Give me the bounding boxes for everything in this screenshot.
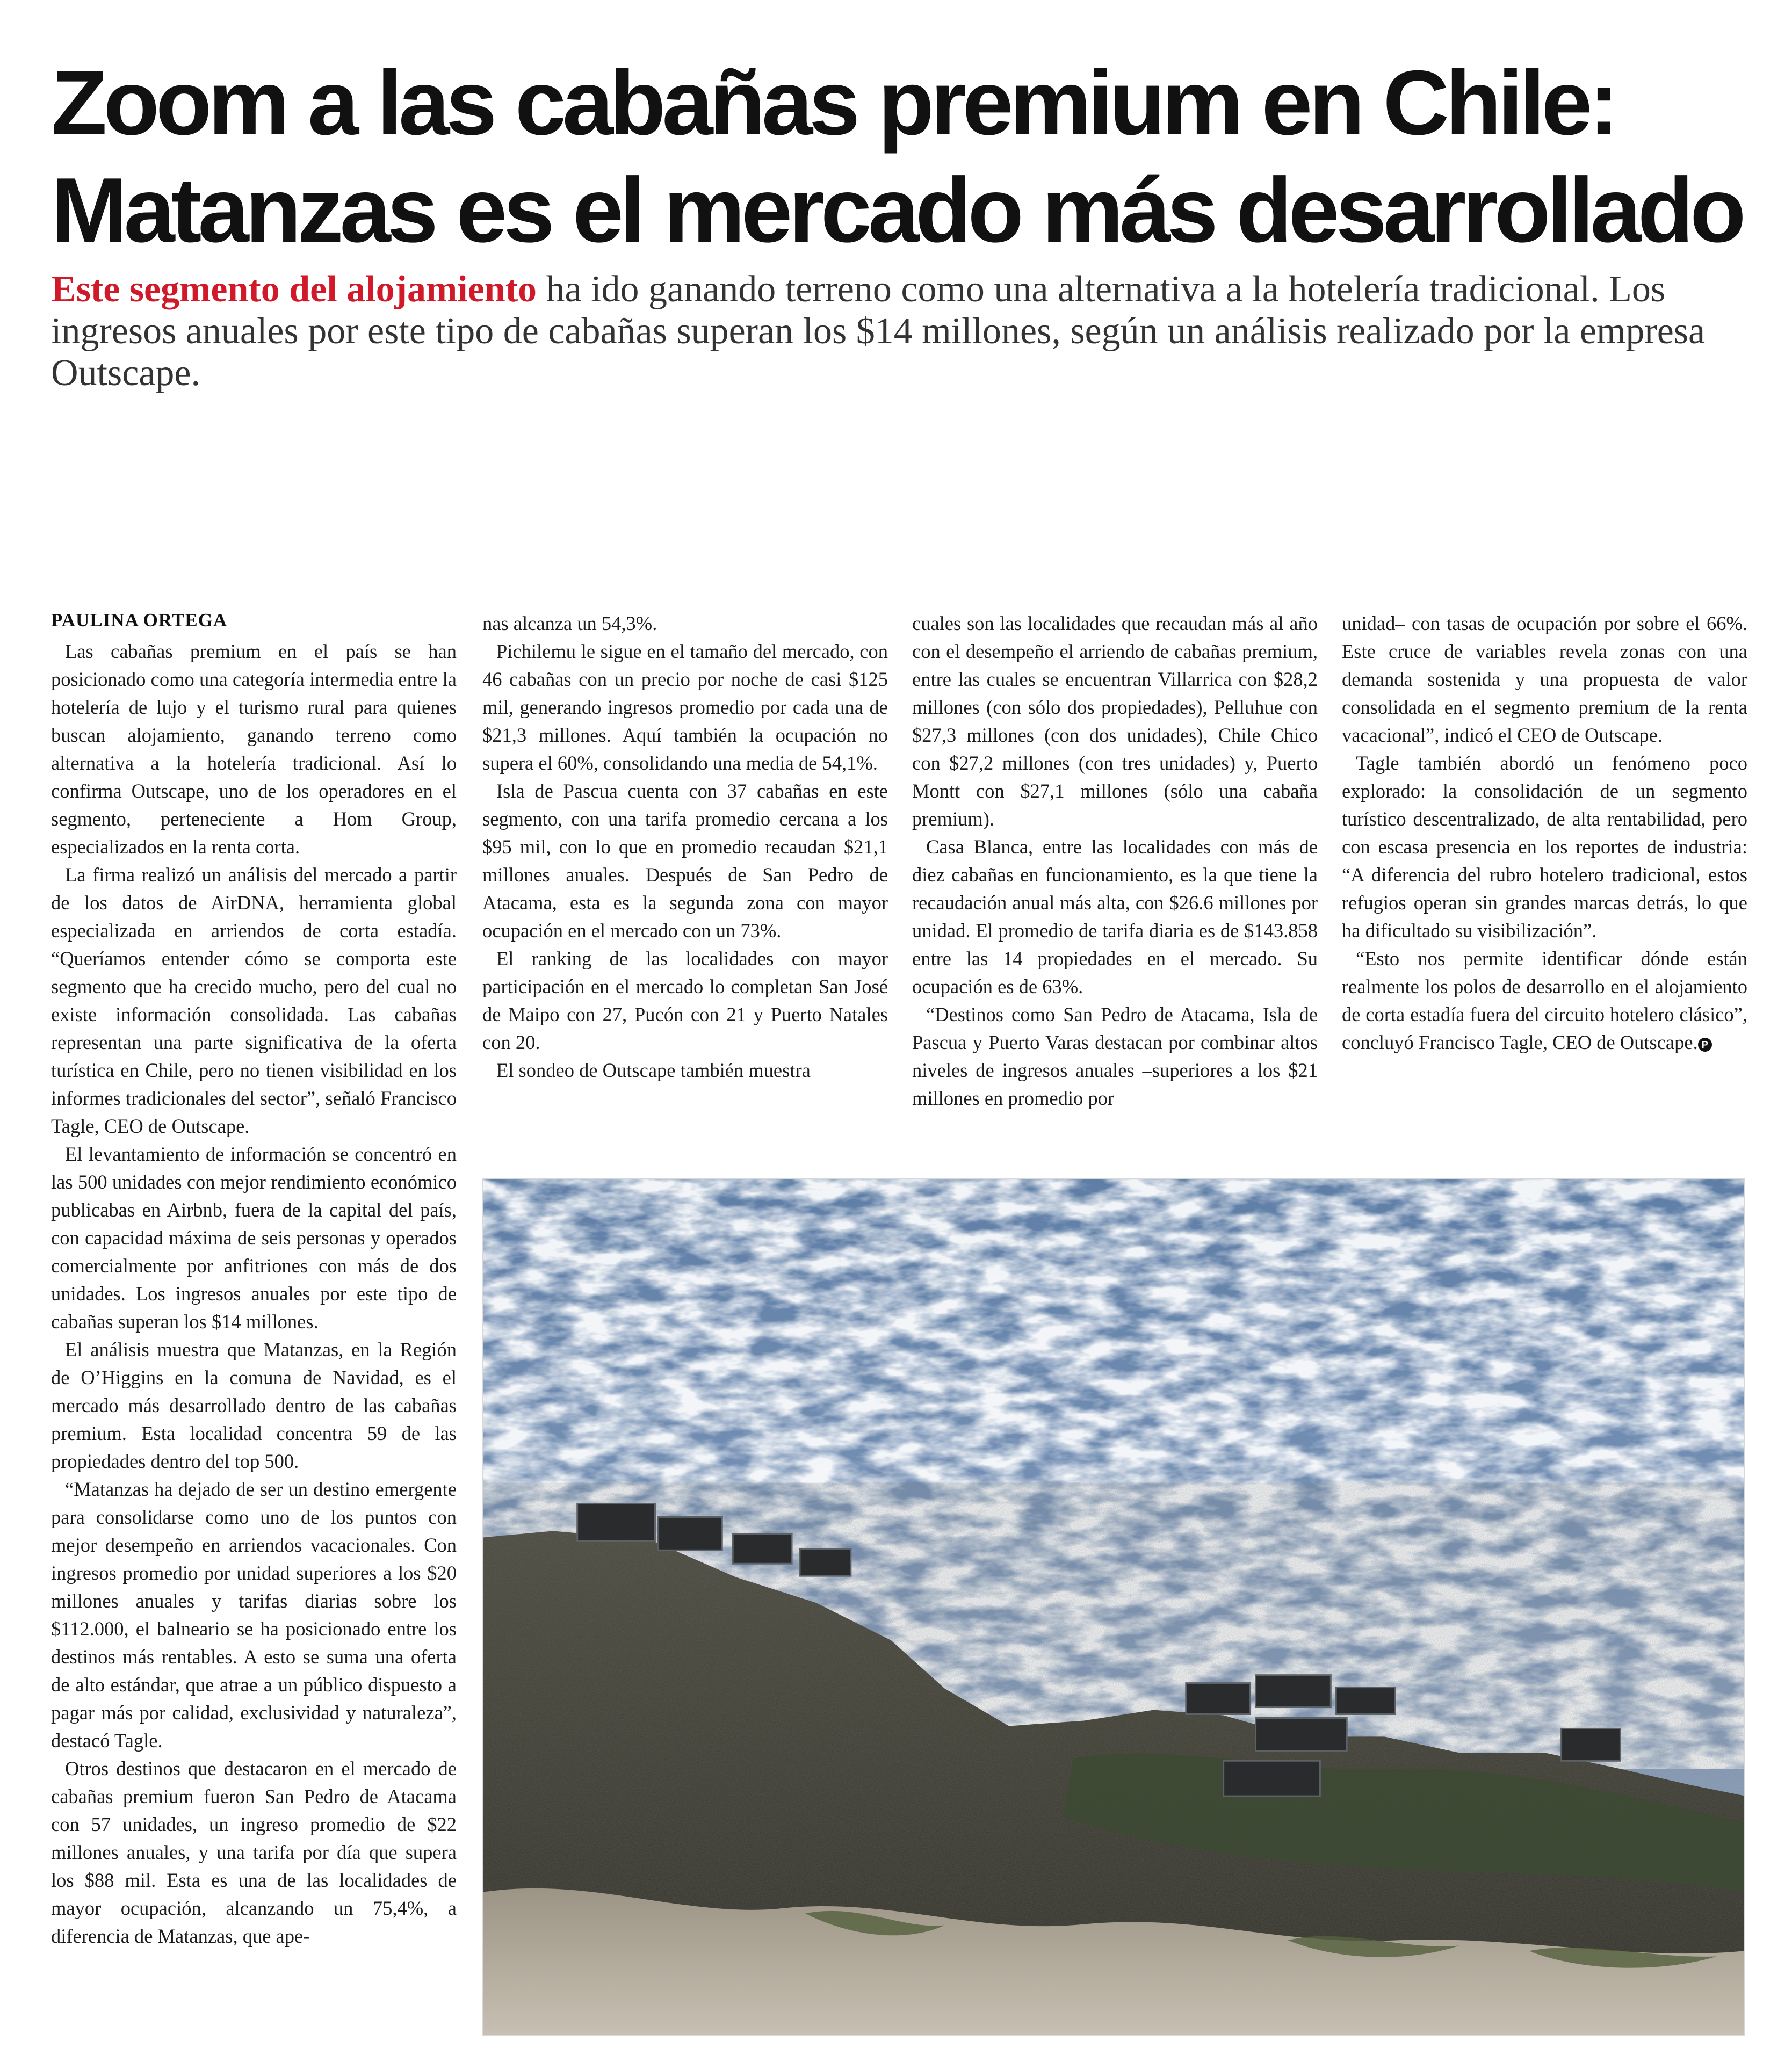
column-1: [51, 638, 457, 2034]
paragraph: Casa Blanca, entre las localidades con más de diez cabañas en funcionamiento, es la que tiene la recaudación anual más alta, con $26.6 millones por unidad. El promedio de tarifa diaria es de $143.858 entre las 14 propiedades en el mercado. Su ocupación es de 63%.: [912, 836, 1318, 997]
end-mark-icon: P: [1698, 1038, 1712, 1052]
paragraph: Otros destinos que destacaron en el mercado de cabañas premium fueron San Pedro de Atacama con 57 unidades, un ingreso promedio de $22 millones anuales, y una tarifa por día que supera los $88 mil. Esta es una de las localidades de mayor ocupación, alcanzando un 75,4%, a diferencia de Matanzas, que ape-: [51, 1757, 457, 1947]
headline-line-1: Zoom a las cabañas premium en Chile:: [51, 52, 1616, 154]
deck-text: ha ido ganando terreno como una alternativa a la hotelería tradicional. Los ingresos anuales por este tipo de cabañas superan los $14 millones, según un análisis realizado por la empresa Outscape.: [51, 269, 1706, 394]
paragraph: El sondeo de Outscape también muestra: [496, 1059, 811, 1081]
headline: [51, 49, 1743, 264]
column-3: [912, 610, 1318, 1141]
paragraph-continued: nas alcanza un 54,3%.: [482, 612, 657, 634]
headline-line-2: Matanzas es el mercado más desarrollado: [51, 159, 1743, 262]
column-4: [1342, 610, 1747, 1141]
paragraph: Tagle también abordó un fenómeno poco explorado: la consolidación de un segmento turístico descentralizado, de alta rentabilidad, pero con escasa presencia en los reportes de industria: “A diferencia del rubro hotelero tradicional, estos refugios operan sin grandes marcas detrás, lo que ha dificultado su visibilización”.: [1342, 752, 1747, 942]
paragraph: El levantamiento de información se concentró en las 500 unidades con mejor rendimiento económico publicabas en Airbnb, fuera de la capital del país, con capacidad máxima de seis personas y operados comercialmente por anfitriones con más de dos unidades. Los ingresos anuales por este tipo de cabañas superan los $14 millones.: [51, 1143, 457, 1333]
paragraph-final: [1342, 945, 1747, 1056]
paragraph-continued: cuales son las localidades que recaudan más al año con el desempeño el arriendo de cabañas premium, entre las cuales se encuentran Villarrica con $28,2 millones (con sólo dos propiedades), Pelluhue con $27,3 millones (con dos unidades), Chile Chico con $27,2 millones (con tres unidades) y, Puerto Montt con $27,1 millones (sólo una cabaña premium).: [912, 612, 1318, 830]
paragraph: Las cabañas premium en el país se han posicionado como una categoría intermedia entre la hotelería de lujo y el turismo rural para quienes buscan alojamiento, ganando terreno como alternativa a la hotelería tradicional. Así lo confirma Outscape, uno de los operadores en el segmento, perteneciente a Hom Group, especializados en la renta corta.: [51, 640, 457, 858]
paragraph: Pichilemu le sigue en el tamaño del mercado, con 46 cabañas con un precio por noche de casi $125 mil, generando ingresos promedio por cada una de $21,3 millones. Aquí también la ocupación no supera el 60%, consolidando una media de 54,1%.: [482, 640, 888, 774]
deck-lead: Este segmento del alojamiento: [51, 269, 537, 310]
byline: PAULINA ORTEGA: [51, 610, 228, 631]
article-photo: [482, 1178, 1745, 2036]
column-2: [482, 610, 888, 1141]
coastal-cabins-photo: [483, 1179, 1744, 2035]
paragraph: El ranking de las localidades con mayor participación en el mercado lo completan San José de Maipo con 27, Pucón con 21 y Puerto Natales con 20.: [482, 947, 888, 1053]
paragraph: Isla de Pascua cuenta con 37 cabañas en este segmento, con una tarifa promedio cercana a los $95 mil, con lo que en promedio recaudan $21,1 millones anuales. Después de San Pedro de Atacama, esta es la segunda zona con mayor ocupación en el mercado con un 73%.: [482, 780, 888, 942]
paragraph: La firma realizó un análisis del mercado a partir de los datos de AirDNA, herramienta global especializada en arriendos de corta estadía. “Queríamos entender cómo se comporta este segmento que ha crecido mucho, pero del cual no existe información consolidada. Las cabañas representan una parte significativa de la oferta turística en Chile, pero no tienen visibilidad en los informes tradicionales del sector”, señaló Francisco Tagle, CEO de Outscape.: [51, 864, 457, 1137]
paragraph-continued: unidad– con tasas de ocupación por sobre el 66%. Este cruce de variables revela zonas con una demanda sostenida y una propuesta de valor consolidada en el segmento premium de la renta vacacional”, indicó el CEO de Outscape.: [1342, 612, 1747, 746]
final-text: “Esto nos permite identificar dónde están realmente los polos de desarrollo en el alojamiento de corta estadía fuera del circuito hotelero clásico”, concluyó Francisco Tagle, CEO de Outscape.: [1342, 947, 1747, 1053]
paragraph: “Destinos como San Pedro de Atacama, Isla de Pascua y Puerto Varas destacan por combinar altos niveles de ingresos anuales –superiores a los $21 millones en promedio por: [912, 1003, 1318, 1109]
paragraph: El análisis muestra que Matanzas, en la Región de O’Higgins en la comuna de Navidad, es el mercado más desarrollado dentro de las cabañas premium. Esta localidad concentra 59 de las propiedades dentro del top 500.: [51, 1338, 457, 1472]
paragraph: “Matanzas ha dejado de ser un destino emergente para consolidarse como uno de los puntos con mejor desempeño en arriendos vacacionales. Con ingresos promedio por unidad superiores a los $20 millones anuales y tarifas diarias sobre los $112.000, el balneario se ha posicionado entre los destinos más rentables. A esto se suma una oferta de alto estándar, que atrae a un público dispuesto a pagar más por calidad, exclusividad y naturaleza”, destacó Tagle.: [51, 1478, 457, 1752]
deck: [51, 269, 1748, 394]
